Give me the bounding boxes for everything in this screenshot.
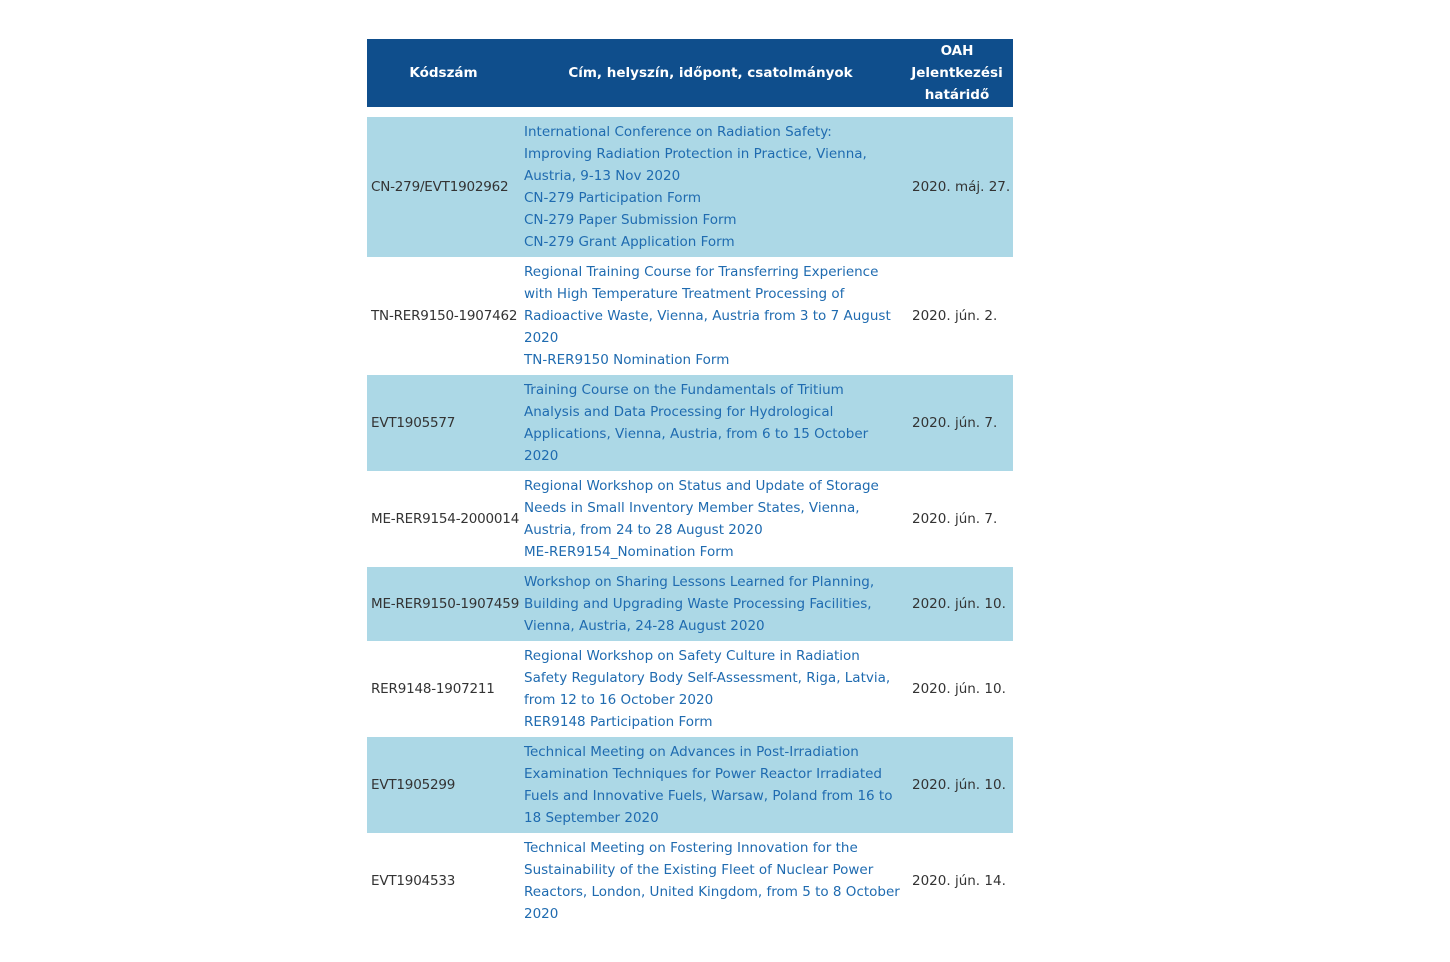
event-code: EVT1905577	[367, 375, 520, 471]
table-header	[367, 39, 1013, 107]
event-title-link[interactable]: Workshop on Sharing Lessons Learned for Planning, Building and Upgrading Waste Processing Facilities, Vienna, Austria, 24-28 August 2020	[524, 574, 875, 634]
event-details	[520, 471, 901, 567]
event-form-link[interactable]: CN-279 Paper Submission Form	[524, 212, 737, 228]
event-title-link[interactable]: Regional Workshop on Safety Culture in Radiation Safety Regulatory Body Self-Assessment, Riga, Latvia, from 12 to 16 October 2020	[524, 648, 891, 708]
event-deadline: 2020. jún. 2.	[912, 308, 998, 324]
event-form-link[interactable]: TN-RER9150 Nomination Form	[524, 352, 730, 368]
table-row	[367, 471, 1013, 567]
header-title: Cím, helyszín, időpont, csatolmányok	[520, 39, 901, 107]
table-row	[367, 117, 1013, 257]
event-deadline: 2020. jún. 7.	[912, 511, 998, 527]
event-form-link[interactable]: RER9148 Participation Form	[524, 714, 713, 730]
header-code: Kódszám	[367, 39, 520, 107]
events-table-container	[367, 39, 1013, 929]
event-form-link[interactable]: ME-RER9154_Nomination Form	[524, 544, 734, 560]
event-title-link[interactable]: Regional Workshop on Status and Update of Storage Needs in Small Inventory Member States, Vienna, Austria, from 24 to 28 August 2020	[524, 478, 879, 538]
event-title-link[interactable]: Training Course on the Fundamentals of Tritium Analysis and Data Processing for Hydrological Applications, Vienna, Austria, from 6 to 15 October 2020	[524, 382, 869, 464]
event-title-link[interactable]: Technical Meeting on Advances in Post-Irradiation Examination Techniques for Power Reactor Irradiated Fuels and Innovative Fuels, Warsaw, Poland from 16 to 18 September 2020	[524, 744, 893, 826]
event-deadline: 2020. jún. 14.	[912, 873, 1006, 889]
header-row	[367, 39, 1013, 107]
table-row	[367, 737, 1013, 833]
table-row	[367, 833, 1013, 929]
table-row	[367, 567, 1013, 641]
event-code: RER9148-1907211	[371, 681, 495, 697]
event-code: EVT1905299	[367, 737, 520, 833]
event-code: ME-RER9154-2000014	[371, 511, 520, 527]
event-code: TN-RER9150-1907462	[371, 308, 518, 324]
event-code: CN-279/EVT1902962	[367, 117, 520, 257]
event-details	[520, 257, 901, 375]
event-code: EVT1904533	[371, 873, 456, 889]
event-deadline: 2020. jún. 10.	[912, 681, 1006, 697]
event-code: ME-RER9150-1907459	[367, 567, 520, 641]
table-body	[367, 107, 1013, 929]
event-deadline: 2020. máj. 27.	[901, 117, 1013, 257]
event-form-link[interactable]: CN-279 Grant Application Form	[524, 234, 735, 250]
event-details	[520, 737, 901, 833]
header-deadline: OAH Jelentkezési határidő	[901, 39, 1013, 107]
event-title-link[interactable]: Technical Meeting on Fostering Innovation for the Sustainability of the Existing Fleet of Nuclear Power Reactors, London, United Kingdom, from 5 to 8 October 2020	[524, 840, 900, 922]
event-details	[520, 375, 901, 471]
table-row	[367, 257, 1013, 375]
events-table	[367, 39, 1013, 929]
event-details	[520, 833, 901, 929]
event-details	[520, 567, 901, 641]
event-deadline: 2020. jún. 10.	[901, 567, 1013, 641]
event-deadline: 2020. jún. 10.	[901, 737, 1013, 833]
table-row	[367, 375, 1013, 471]
event-details	[520, 117, 901, 257]
event-details	[520, 641, 901, 737]
header-spacer	[367, 107, 1013, 117]
event-form-link[interactable]: CN-279 Participation Form	[524, 190, 702, 206]
event-title-link[interactable]: Regional Training Course for Transferring Experience with High Temperature Treatment Processing of Radioactive Waste, Vienna, Austria from 3 to 7 August 2020	[524, 264, 891, 346]
table-row	[367, 641, 1013, 737]
event-deadline: 2020. jún. 7.	[901, 375, 1013, 471]
event-title-link[interactable]: International Conference on Radiation Safety: Improving Radiation Protection in Practice, Vienna, Austria, 9-13 Nov 2020	[524, 124, 867, 184]
